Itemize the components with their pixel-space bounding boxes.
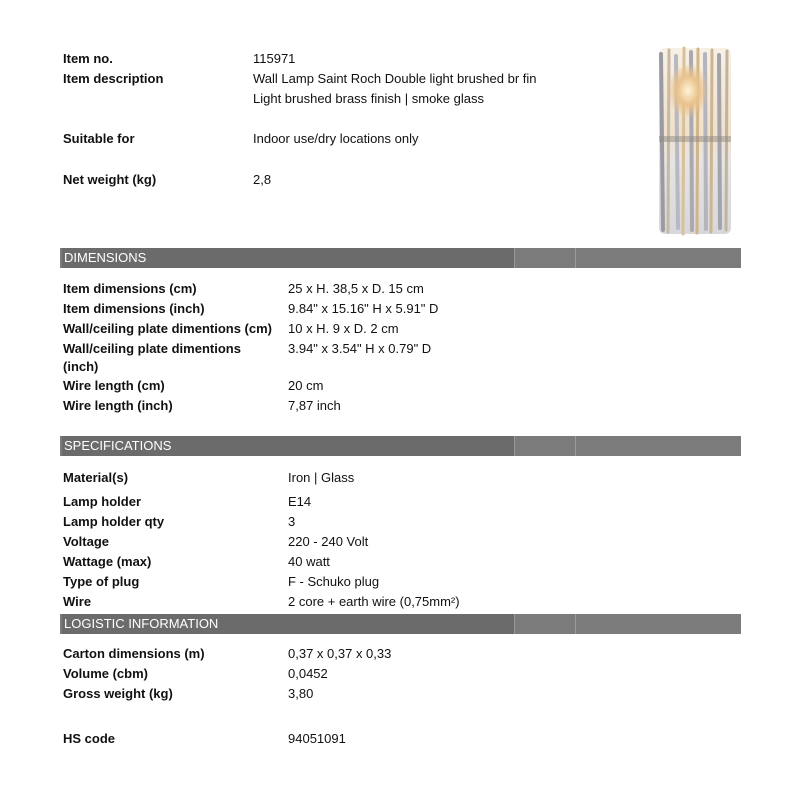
dim-row-label: Wall/ceiling plate dimentions (cm): [63, 321, 272, 336]
section-title: LOGISTIC INFORMATION: [64, 616, 219, 631]
divider: [514, 248, 515, 268]
spec-row-value: 2 core + earth wire (0,75mm²): [288, 594, 460, 609]
specifications-section-header: [60, 436, 741, 456]
dim-row-value: 25 x H. 38,5 x D. 15 cm: [288, 281, 424, 296]
dim-row-value: 9.84" x 15.16" H x 5.91" D: [288, 301, 439, 316]
divider: [575, 614, 576, 634]
logistic-section-header: [60, 614, 741, 634]
spec-row-value: 40 watt: [288, 554, 330, 569]
item-description-line1: Wall Lamp Saint Roch Double light brushed br fin: [253, 71, 537, 86]
spec-row-value: 220 - 240 Volt: [288, 534, 369, 549]
item-no-value: 115971: [253, 51, 296, 66]
divider: [514, 614, 515, 634]
divider: [575, 248, 576, 268]
spec-row-label: Lamp holder: [63, 494, 142, 509]
hs-code-label: HS code: [63, 731, 116, 746]
suitable-for-label: Suitable for: [63, 131, 135, 146]
dim-row-value: 3.94" x 3.54" H x 0.79" D: [288, 341, 432, 356]
spec-row-value: 3: [288, 514, 296, 529]
hs-code-value: 94051091: [288, 731, 346, 746]
dim-row-value: 20 cm: [288, 378, 324, 393]
item-no-label: Item no.: [63, 51, 113, 66]
dim-row-label: Wire length (cm): [63, 378, 165, 393]
spec-row-value: Iron | Glass: [288, 470, 355, 485]
suitable-for-value: Indoor use/dry locations only: [253, 131, 419, 146]
divider: [514, 436, 515, 456]
dim-row-label: Wire length (inch): [63, 398, 173, 413]
net-weight-value: 2,8: [253, 172, 272, 187]
spec-row-label: Material(s): [63, 470, 129, 485]
item-description-label: Item description: [63, 71, 164, 86]
logistic-row-label: Gross weight (kg): [63, 686, 173, 701]
logistic-row-value: 3,80: [288, 686, 314, 701]
section-title: SPECIFICATIONS: [64, 438, 172, 453]
dim-row-label-continued: (inch): [63, 359, 99, 374]
spec-row-value: E14: [288, 494, 312, 509]
dim-row-value: 7,87 inch: [288, 398, 341, 413]
spec-row-label: Lamp holder qty: [63, 514, 165, 529]
logistic-row-value: 0,37 x 0,37 x 0,33: [288, 646, 392, 661]
logistic-row-label: Volume (cbm): [63, 666, 148, 681]
item-description-line2: Light brushed brass finish | smoke glass: [253, 91, 484, 106]
spec-row-label: Type of plug: [63, 574, 140, 589]
section-title: DIMENSIONS: [64, 250, 147, 265]
spec-row-value: F - Schuko plug: [288, 574, 380, 589]
dim-row-label: Wall/ceiling plate dimentions: [63, 341, 241, 356]
logistic-row-label: Carton dimensions (m): [63, 646, 205, 661]
divider: [575, 436, 576, 456]
logistic-row-value: 0,0452: [288, 666, 328, 681]
net-weight-label: Net weight (kg): [63, 172, 157, 187]
spec-row-label: Voltage: [63, 534, 109, 549]
spec-row-label: Wire: [63, 594, 92, 609]
dim-row-label: Item dimensions (cm): [63, 281, 197, 296]
wall-lamp-photo: [645, 40, 745, 240]
dimensions-section-header: [60, 248, 741, 268]
dim-row-label: Item dimensions (inch): [63, 301, 205, 316]
spec-row-label: Wattage (max): [63, 554, 152, 569]
dim-row-value: 10 x H. 9 x D. 2 cm: [288, 321, 399, 336]
